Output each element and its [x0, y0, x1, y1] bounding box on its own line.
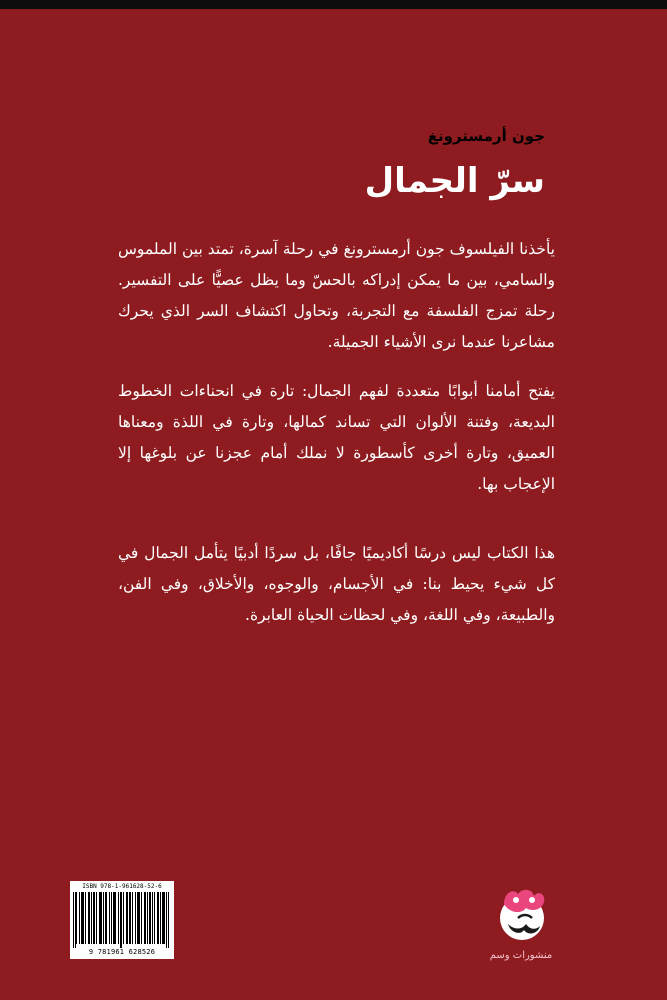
wasm-logo-icon	[492, 880, 548, 950]
blurb-paragraph-1: يأخذنا الفيلسوف جون أرمسترونغ في رحلة آسرة، تمتد بين الملموس والسامي، بين ما يمكن إدراكه بالحسّ وما يظل عصيًّا على التفسير. رحلة تمزج الفلسفة مع التجربة، وتحاول اكتشاف السر الذي يحرك مشاعرنا عندما نرى الأشياء الجميلة.	[118, 240, 555, 351]
barcode-number: 9 781961 628526	[88, 948, 156, 956]
book-title: سرّ الجمال	[364, 161, 545, 201]
author-name: جون أرمسترونغ	[427, 127, 545, 145]
isbn-barcode	[70, 881, 174, 959]
top-edge-bar	[0, 0, 667, 9]
publisher-name: منشورات وسم	[489, 950, 553, 961]
blurb-paragraph-3: هذا الكتاب ليس درسًا أكاديميًا جافًا، بل سردًا أدبيًا يتأمل الجمال في كل شيء يحيط بنا: في الأجسام، والوجوه، والأخلاق، وفي الفن، والطبيعة، وفي اللغة، وفي لحظات الحياة العابرة.	[118, 544, 555, 624]
blurb-paragraph-2: يفتح أمامنا أبوابًا متعددة لفهم الجمال: تارة في انحناءات الخطوط البديعة، وفتنة الألوان التي تساند كمالها، وتارة في اللذة ومعناها العميق، وتارة أخرى كأسطورة لا نملك أمام عجزنا عن بلوغها إلا الإعجاب بها.	[118, 382, 555, 493]
barcode-bars	[73, 892, 171, 948]
isbn-label: ISBN 978-1-961628-52-6	[82, 883, 162, 890]
